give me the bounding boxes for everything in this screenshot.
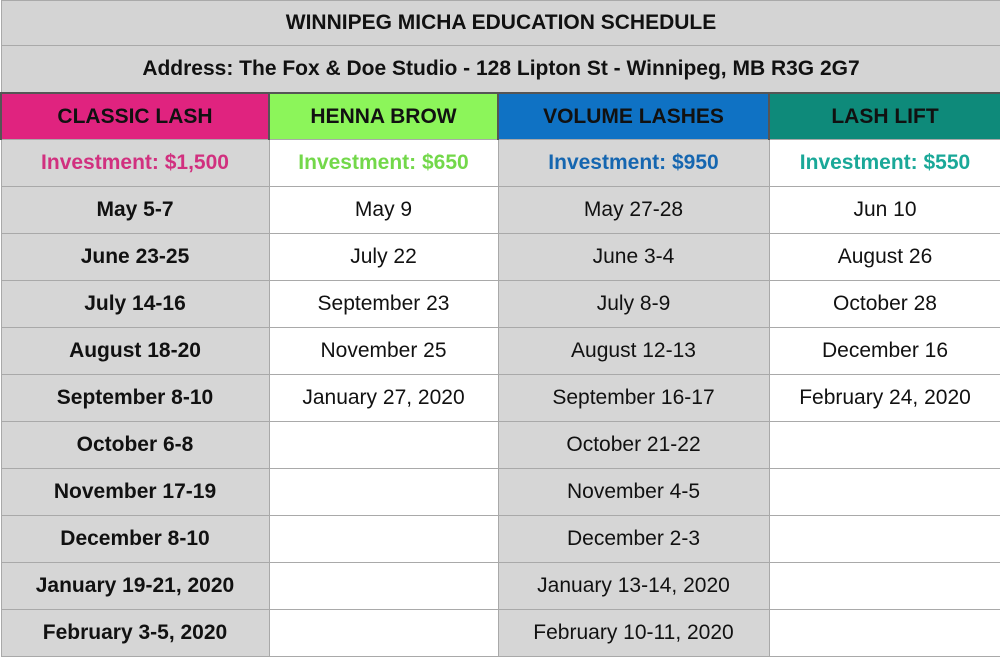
schedule-row — [1, 422, 1000, 469]
date-lash-lift — [769, 422, 1000, 469]
date-henna-brow — [269, 469, 498, 516]
date-classic-lash: October 6-8 — [1, 422, 269, 469]
date-henna-brow — [269, 563, 498, 610]
header-lash-lift: LASH LIFT — [769, 93, 1000, 140]
date-volume-lashes: January 13-14, 2020 — [498, 563, 769, 610]
date-henna-brow: January 27, 2020 — [269, 375, 498, 422]
investment-henna-brow: Investment: $650 — [269, 140, 498, 187]
date-classic-lash: May 5-7 — [1, 187, 269, 234]
date-lash-lift — [769, 469, 1000, 516]
address-row — [1, 46, 1000, 94]
date-volume-lashes: September 16-17 — [498, 375, 769, 422]
date-lash-lift — [769, 516, 1000, 563]
date-lash-lift: February 24, 2020 — [769, 375, 1000, 422]
date-volume-lashes: July 8-9 — [498, 281, 769, 328]
schedule-row — [1, 281, 1000, 328]
date-volume-lashes: November 4-5 — [498, 469, 769, 516]
date-lash-lift — [769, 563, 1000, 610]
date-henna-brow — [269, 422, 498, 469]
schedule-row — [1, 516, 1000, 563]
header-classic-lash: CLASSIC LASH — [1, 93, 269, 140]
date-classic-lash: July 14-16 — [1, 281, 269, 328]
date-classic-lash: August 18-20 — [1, 328, 269, 375]
investment-volume-lashes: Investment: $950 — [498, 140, 769, 187]
date-henna-brow: November 25 — [269, 328, 498, 375]
date-classic-lash: September 8-10 — [1, 375, 269, 422]
date-henna-brow: July 22 — [269, 234, 498, 281]
title-row — [1, 1, 1000, 46]
date-classic-lash: November 17-19 — [1, 469, 269, 516]
date-volume-lashes: August 12-13 — [498, 328, 769, 375]
date-lash-lift: December 16 — [769, 328, 1000, 375]
schedule-row — [1, 375, 1000, 422]
investment-classic-lash: Investment: $1,500 — [1, 140, 269, 187]
date-henna-brow — [269, 516, 498, 563]
date-classic-lash: December 8-10 — [1, 516, 269, 563]
date-lash-lift: August 26 — [769, 234, 1000, 281]
schedule-row — [1, 234, 1000, 281]
date-lash-lift: Jun 10 — [769, 187, 1000, 234]
investment-row — [1, 140, 1000, 187]
studio-address: Address: The Fox & Doe Studio - 128 Lipton St - Winnipeg, MB R3G 2G7 — [1, 46, 1000, 94]
date-henna-brow: May 9 — [269, 187, 498, 234]
date-classic-lash: February 3-5, 2020 — [1, 610, 269, 657]
date-classic-lash: January 19-21, 2020 — [1, 563, 269, 610]
date-henna-brow: September 23 — [269, 281, 498, 328]
date-volume-lashes: October 21-22 — [498, 422, 769, 469]
date-volume-lashes: May 27-28 — [498, 187, 769, 234]
date-lash-lift — [769, 610, 1000, 657]
header-volume-lashes: VOLUME LASHES — [498, 93, 769, 140]
schedule-row — [1, 328, 1000, 375]
investment-lash-lift: Investment: $550 — [769, 140, 1000, 187]
date-volume-lashes: December 2-3 — [498, 516, 769, 563]
date-volume-lashes: February 10-11, 2020 — [498, 610, 769, 657]
date-lash-lift: October 28 — [769, 281, 1000, 328]
schedule-title: WINNIPEG MICHA EDUCATION SCHEDULE — [1, 1, 1000, 46]
schedule-row — [1, 187, 1000, 234]
date-classic-lash: June 23-25 — [1, 234, 269, 281]
course-header-row — [1, 93, 1000, 140]
date-volume-lashes: June 3-4 — [498, 234, 769, 281]
schedule-row — [1, 469, 1000, 516]
schedule-row — [1, 610, 1000, 657]
schedule-row — [1, 563, 1000, 610]
header-henna-brow: HENNA BROW — [269, 93, 498, 140]
date-henna-brow — [269, 610, 498, 657]
